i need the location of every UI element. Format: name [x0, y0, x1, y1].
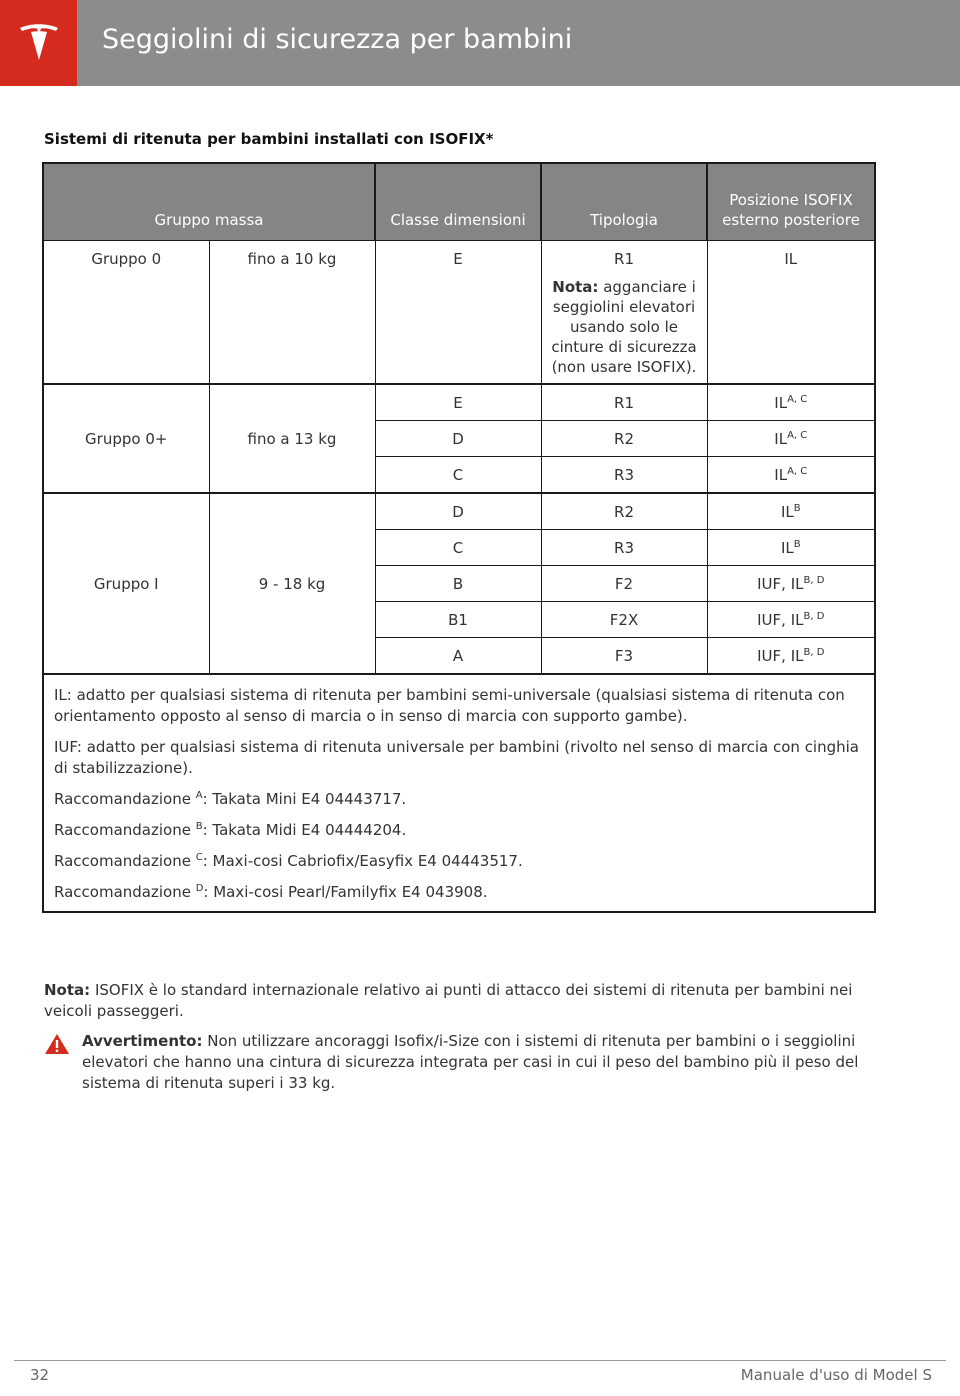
position-cell: [707, 493, 875, 530]
position-cell: [707, 566, 875, 602]
footer-manual-title: Manuale d'uso di Model S: [740, 1366, 932, 1384]
position-cell: [707, 602, 875, 638]
position-value: IL: [774, 465, 788, 484]
type-cell: R3: [541, 457, 707, 494]
warning-triangle-icon: [44, 1033, 70, 1055]
recommendation-c: Raccomandazione $^C$: Maxi-cosi Cabriofix/Easyfix E4 04443517.: [54, 852, 523, 870]
table-row: [43, 493, 875, 530]
recommendation-a: Raccomandazione $^A$: Takata Mini E4 04443717.: [54, 790, 407, 808]
size-class-cell: B: [375, 566, 541, 602]
position-cell: [707, 384, 875, 421]
type-value: R1: [614, 250, 634, 268]
mass-group-cell: Gruppo I: [43, 493, 209, 674]
tesla-logo-icon: [16, 20, 62, 66]
isofix-note: [44, 980, 864, 1022]
mass-group-cell: Gruppo 0: [43, 241, 209, 385]
position-cell: [707, 421, 875, 457]
table-notes-row: [43, 674, 875, 912]
table-header-row: [43, 163, 875, 241]
position-value: IUF, IL: [757, 610, 804, 629]
position-cell: [707, 530, 875, 566]
type-cell: R2: [541, 493, 707, 530]
footer-divider: [14, 1360, 946, 1361]
position-superscript: A, C: [787, 465, 808, 477]
position-cell: [707, 638, 875, 675]
section-title: Sistemi di ritenuta per bambini installati con ISOFIX*: [44, 130, 494, 148]
size-class-cell: D: [375, 493, 541, 530]
position-superscript: B, D: [803, 610, 825, 622]
position-value: IUF, IL: [757, 574, 804, 593]
type-cell: F3: [541, 638, 707, 675]
note-text: ISOFIX è lo standard internazionale relativo ai punti di attacco dei sistemi di ritenuta per bambini nei veicoli passeggeri.: [44, 981, 853, 1020]
position-superscript: B: [793, 502, 801, 514]
type-cell: F2: [541, 566, 707, 602]
weight-cell: fino a 10 kg: [209, 241, 375, 385]
note-label: Nota:: [44, 981, 91, 999]
size-class-cell: C: [375, 457, 541, 494]
position-value: IUF, IL: [757, 646, 804, 665]
mass-group-cell: Gruppo 0+: [43, 384, 209, 493]
warning-body: Non utilizzare ancoraggi Isofix/i-Size con i sistemi di ritenuta per bambini o i seggiolini elevatori che hanno una cintura di sicurezza integrata per casi in cui il peso del bambino più il peso del sistema di ritenuta superi i 33 kg.: [82, 1032, 859, 1092]
position-cell: IL: [707, 241, 875, 385]
type-cell: R3: [541, 530, 707, 566]
type-cell: R2: [541, 421, 707, 457]
size-class-cell: D: [375, 421, 541, 457]
size-class-cell: E: [375, 384, 541, 421]
page-header: [0, 0, 960, 86]
size-class-cell: E: [375, 241, 541, 385]
size-class-cell: C: [375, 530, 541, 566]
position-superscript: A, C: [787, 393, 808, 405]
type-cell: R1: [541, 384, 707, 421]
column-header-isofix-position: Posizione ISOFIX esterno posteriore: [707, 163, 875, 241]
position-superscript: B: [793, 538, 801, 550]
table-notes: [43, 674, 875, 912]
warning-block: [44, 1031, 864, 1094]
table-row: [43, 384, 875, 421]
position-value: IL: [780, 538, 794, 557]
recommendation-b: Raccomandazione $^B$: Takata Midi E4 04444204.: [54, 821, 407, 839]
position-value: IL: [774, 393, 788, 412]
isofix-table: [42, 162, 876, 913]
column-header-mass-group: Gruppo massa: [43, 163, 375, 241]
type-note: [548, 277, 701, 377]
recommendation-d: Raccomandazione $^D$: Maxi-cosi Pearl/Familyfix E4 043908.: [54, 883, 488, 901]
note-iuf: IUF: adatto per qualsiasi sistema di ritenuta universale per bambini (rivolto nel senso di marcia con cinghia di stabilizzazione).: [54, 738, 859, 777]
type-cell: [541, 241, 707, 385]
position-value: IL: [780, 502, 794, 521]
page-title: Seggiolini di sicurezza per bambini: [102, 24, 573, 55]
tesla-logo: [0, 0, 77, 86]
position-superscript: B, D: [803, 646, 825, 658]
page-number: 32: [30, 1366, 50, 1384]
type-note-text: agganciare i seggiolini elevatori usando solo le cinture di sicurezza (non usare ISOFIX).: [551, 278, 697, 376]
warning-label: Avvertimento:: [82, 1032, 203, 1050]
position-superscript: B, D: [803, 574, 825, 586]
position-value: IL: [774, 429, 788, 448]
type-cell: F2X: [541, 602, 707, 638]
note-il: IL: adatto per qualsiasi sistema di ritenuta per bambini semi-universale (qualsiasi sistema di ritenuta con orientamento opposto al senso di marcia o in senso di marcia con supporto gambe).: [54, 686, 845, 725]
weight-cell: fino a 13 kg: [209, 384, 375, 493]
type-note-label: Nota:: [552, 278, 599, 296]
warning-text: [82, 1031, 864, 1094]
position-superscript: A, C: [787, 429, 808, 441]
column-header-size-class: Classe dimensioni: [375, 163, 541, 241]
size-class-cell: A: [375, 638, 541, 675]
table-row: [43, 241, 875, 385]
column-header-type: Tipologia: [541, 163, 707, 241]
position-cell: [707, 457, 875, 494]
size-class-cell: B1: [375, 602, 541, 638]
weight-cell: 9 - 18 kg: [209, 493, 375, 674]
